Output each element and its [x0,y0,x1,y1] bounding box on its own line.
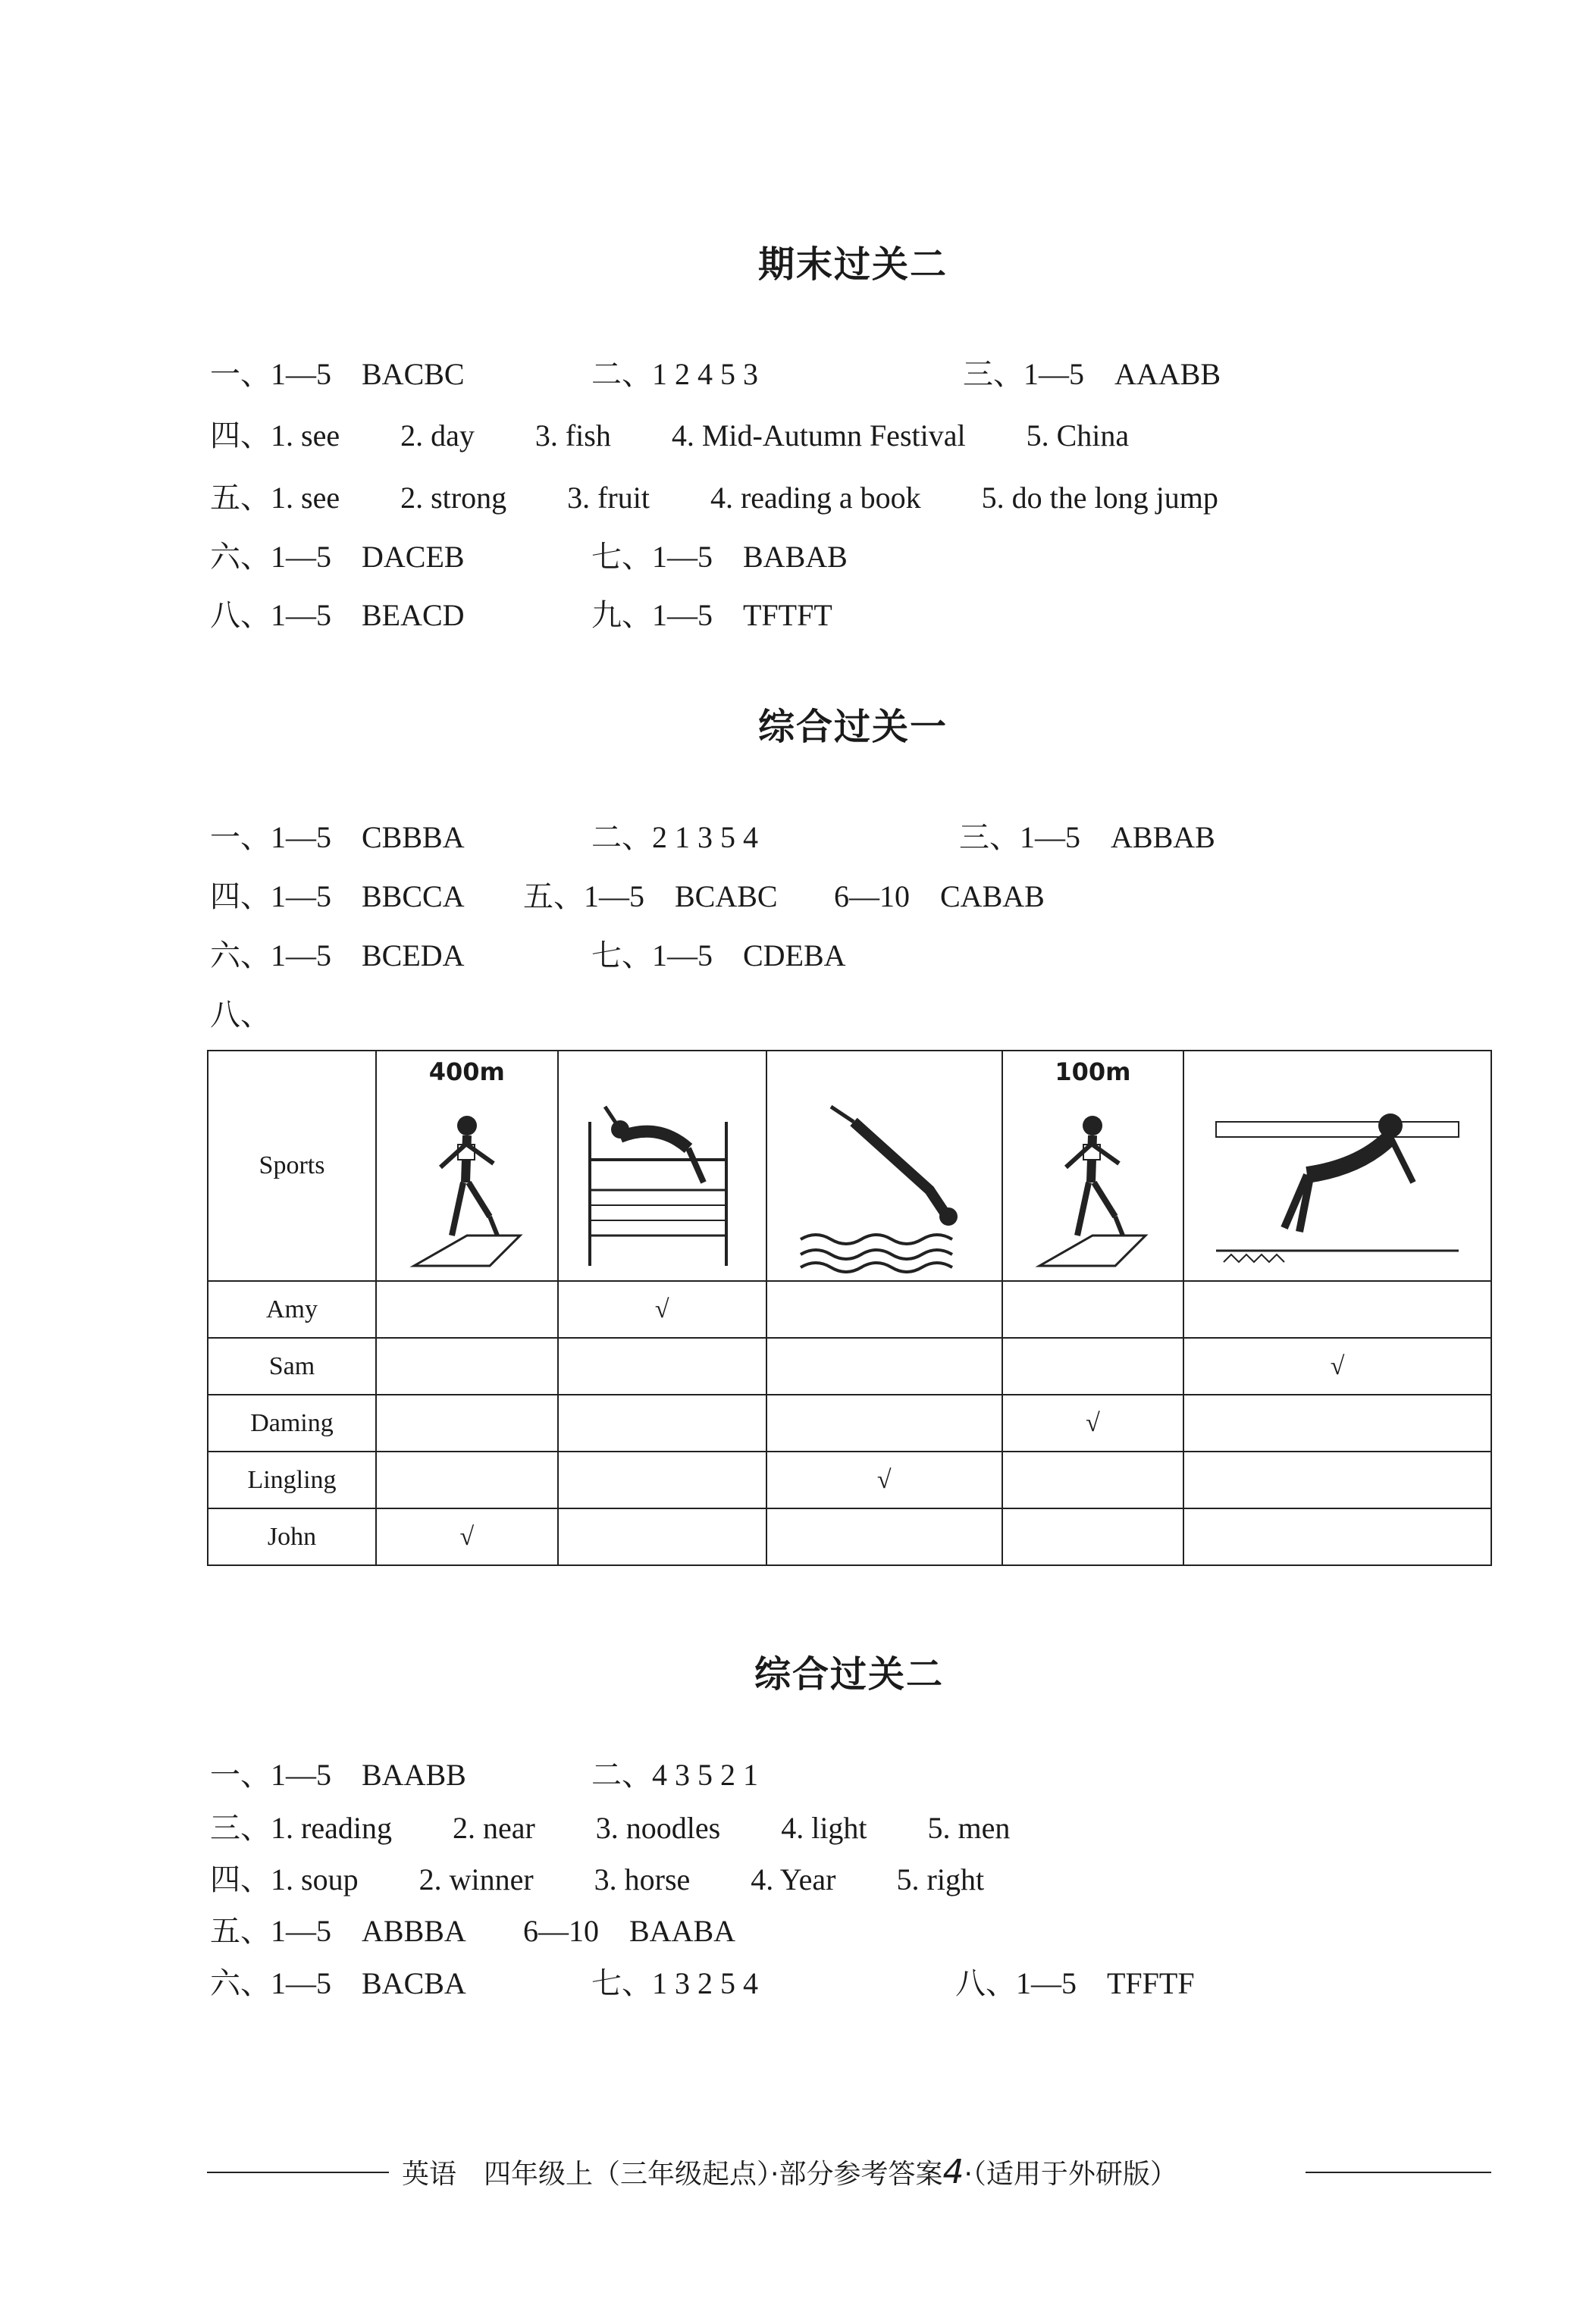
sport-col-100m [1002,1051,1184,1281]
check-cell [1183,1281,1491,1338]
table-row [208,1395,1491,1452]
answer-line: 六、1—5 DACEB [210,540,465,574]
check-cell [376,1395,558,1452]
answer-line: 一、1—5 CBBBA [210,820,465,854]
row-name: John [208,1508,376,1565]
footer-suffix: ·（适用于外研版） [964,2159,1177,2190]
answer-line: 6—10 CABAB [834,879,1045,913]
check-cell [558,1452,766,1508]
answer-line: 四、1. soup 2. winner 3. horse 4. Year 5. right [210,1862,985,1896]
distance-label: 100m [1055,1057,1131,1086]
answer-line: 二、2 1 3 5 4 [591,820,758,854]
answer-line: 五、1—5 ABBBA [210,1914,466,1948]
check-cell [766,1338,1002,1395]
answer-line: 二、1 2 4 5 3 [591,357,758,391]
check-cell [376,1281,558,1338]
answer-line: 五、1. see 2. strong 3. fruit 4. reading a book 5. do the long jump [210,481,1218,515]
check-cell [766,1395,1002,1452]
check-cell [766,1508,1002,1565]
answer-line: 七、1 3 2 5 4 [591,1966,758,2000]
answer-line: 四、1—5 BBCCA [210,879,465,913]
answer-line: 一、1—5 BACBC [210,357,465,391]
sport-col-swimming [766,1051,1002,1281]
answer-line: 三、1—5 ABBAB [959,820,1215,854]
answer-line: 八、1—5 BEACD [210,598,465,632]
long-jump-icon [1208,1076,1466,1273]
section-title-1: 期末过关二 [758,243,948,286]
running-100m-icon [1017,1084,1168,1273]
check-cell: √ [558,1281,766,1338]
answer-line: 七、1—5 BABAB [591,540,848,574]
check-cell [558,1338,766,1395]
sport-col-long-jump [1183,1051,1491,1281]
footer-rule-right [1306,2172,1491,2173]
high-jump-icon [575,1076,749,1273]
table-row [208,1338,1491,1395]
check-cell [766,1281,1002,1338]
check-cell: √ [376,1508,558,1565]
row-name: Amy [208,1281,376,1338]
sport-col-high-jump [558,1051,766,1281]
answer-line: 二、4 3 5 2 1 [591,1758,758,1792]
distance-label: 400m [428,1057,505,1086]
check-cell [376,1338,558,1395]
check-cell [558,1395,766,1452]
check-cell [1002,1508,1184,1565]
answer-line: 九、1—5 TFTFT [591,598,832,632]
table-row [208,1281,1491,1338]
section-title-3: 综合过关二 [754,1653,945,1696]
answer-line: 八、 [210,998,271,1032]
answer-line: 八、1—5 TFFTF [955,1966,1195,2000]
page-number: 4 [942,2153,964,2191]
check-cell [1183,1452,1491,1508]
check-cell [376,1452,558,1508]
check-cell: √ [1002,1395,1184,1452]
answer-line: 六、1—5 BCEDA [210,938,465,973]
check-cell: √ [1183,1338,1491,1395]
answer-line: 七、1—5 CDEBA [591,938,846,973]
check-cell [1002,1281,1184,1338]
check-cell [1183,1395,1491,1452]
table-row [208,1508,1491,1565]
section-title-2: 综合过关一 [758,706,948,748]
footer-text [402,2153,1177,2191]
check-cell: √ [766,1452,1002,1508]
answer-line: 一、1—5 BAABB [210,1758,466,1792]
sports-header: Sports [208,1051,376,1281]
answer-line: 五、1—5 BCABC [523,879,778,913]
running-400m-icon [391,1084,543,1273]
check-cell [1183,1508,1491,1565]
table-row [208,1452,1491,1508]
check-cell [1002,1338,1184,1395]
row-name: Lingling [208,1452,376,1508]
answer-line: 四、1. see 2. day 3. fish 4. Mid-Autumn Festival 5. China [210,418,1130,453]
footer-label: 英语 四年级上（三年级起点）·部分参考答案 [402,2159,943,2190]
row-name: Sam [208,1338,376,1395]
footer-rule-left [207,2172,389,2173]
answer-table [207,1050,1492,1566]
check-cell [558,1508,766,1565]
answer-line: 三、1. reading 2. near 3. noodles 4. light 5. men [210,1811,1011,1845]
answer-line: 6—10 BAABA [523,1914,736,1948]
row-name: Daming [208,1395,376,1452]
sport-col-400m [376,1051,558,1281]
swimming-dive-icon [785,1076,983,1273]
answer-line: 三、1—5 AAABB [963,357,1221,391]
answer-line: 六、1—5 BACBA [210,1966,466,2000]
check-cell [1002,1452,1184,1508]
